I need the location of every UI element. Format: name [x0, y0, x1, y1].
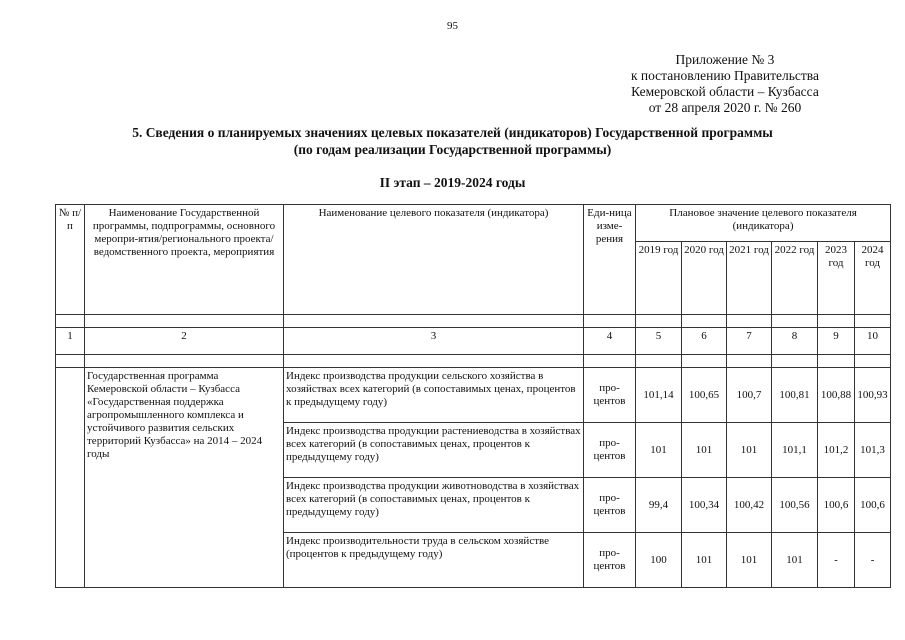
column-index: 8 — [772, 328, 818, 355]
column-index: 5 — [636, 328, 682, 355]
header-indicator: Наименование целевого показателя (индикатора) — [284, 205, 584, 315]
value-2019: 99,4 — [636, 478, 682, 533]
value-2021: 100,7 — [727, 368, 772, 423]
value-2022: 101 — [772, 533, 818, 588]
value-2020: 101 — [682, 423, 727, 478]
unit-cell: про-центов — [584, 478, 636, 533]
header-year-2019: 2019 год — [636, 242, 682, 315]
appendix-header — [631, 52, 819, 116]
value-2023: 100,6 — [818, 478, 855, 533]
column-index: 4 — [584, 328, 636, 355]
section-title-line-1: . Сведения о планируемых значениях целевых показателей (индикаторов) Государственной программы — [138, 125, 773, 140]
indicator-name: Индекс производства продукции сельского хозяйства в хозяйствах всех категорий (в сопоставимых ценах, процентов к предыдущему году) — [284, 368, 584, 423]
header-program: Наименование Государственной программы, подпрограммы, основного меропри-ятия/регионального проекта/ведомственного проекта, мероприятия — [85, 205, 284, 315]
header-year-2024: 2024 год — [855, 242, 891, 315]
table-row — [56, 368, 891, 423]
program-name-cell: Государственная программа Кемеровской области – Кузбасса «Государственная поддержка агропромышленного комплекса и устойчивого развития сельских территорий Кузбасса» на 2014 – 2024 годы — [85, 368, 284, 588]
value-2021: 101 — [727, 533, 772, 588]
header-row — [56, 205, 891, 242]
column-index: 3 — [284, 328, 584, 355]
value-2019: 101 — [636, 423, 682, 478]
indicator-name: Индекс производства продукции животноводства в хозяйствах всех категорий (в сопоставимых ценах, процентов к предыдущему году) — [284, 478, 584, 533]
value-2021: 101 — [727, 423, 772, 478]
section-title-line-2: (по годам реализации Государственной программы) — [293, 142, 612, 157]
section-number: 5 — [132, 125, 139, 140]
unit-cell: про-центов — [584, 533, 636, 588]
value-2023: 100,88 — [818, 368, 855, 423]
page-number: 95 — [447, 20, 458, 32]
header-year-2022: 2022 год — [772, 242, 818, 315]
header-num: № п/п — [56, 205, 85, 315]
value-2020: 100,34 — [682, 478, 727, 533]
unit-cell: про-центов — [584, 368, 636, 423]
indicator-name: Индекс производительности труда в сельском хозяйстве (процентов к предыдущему году) — [284, 533, 584, 588]
header-year-2021: 2021 год — [727, 242, 772, 315]
value-2024: - — [855, 533, 891, 588]
section-title — [0, 124, 905, 158]
value-2022: 101,1 — [772, 423, 818, 478]
value-2022: 100,56 — [772, 478, 818, 533]
row-number-cell — [56, 368, 85, 588]
appendix-line-3: Кемеровской области – Кузбасса — [631, 84, 819, 99]
column-index: 10 — [855, 328, 891, 355]
indicator-name: Индекс производства продукции растениеводства в хозяйствах всех категорий (в сопоставимых ценах, процентов к предыдущему году) — [284, 423, 584, 478]
value-2023: - — [818, 533, 855, 588]
appendix-line-2: к постановлению Правительства — [630, 68, 819, 83]
column-index: 1 — [56, 328, 85, 355]
column-index: 9 — [818, 328, 855, 355]
index-gap — [56, 355, 891, 368]
appendix-line-4: от 28 апреля 2020 г. № 260 — [648, 100, 802, 115]
stage-heading: II этап – 2019-2024 годы — [379, 175, 526, 190]
appendix-line-1: Приложение № 3 — [675, 52, 775, 67]
value-2021: 100,42 — [727, 478, 772, 533]
value-2024: 100,93 — [855, 368, 891, 423]
column-index: 7 — [727, 328, 772, 355]
header-year-2023: 2023 год — [818, 242, 855, 315]
value-2023: 101,2 — [818, 423, 855, 478]
header-planned: Плановое значение целевого показателя (индикатора) — [636, 205, 891, 242]
value-2024: 100,6 — [855, 478, 891, 533]
header-gap — [56, 315, 891, 328]
indicators-table — [55, 204, 891, 588]
column-index-row — [56, 328, 891, 355]
value-2022: 100,81 — [772, 368, 818, 423]
value-2020: 100,65 — [682, 368, 727, 423]
unit-cell: про-центов — [584, 423, 636, 478]
value-2024: 101,3 — [855, 423, 891, 478]
header-year-2020: 2020 год — [682, 242, 727, 315]
value-2020: 101 — [682, 533, 727, 588]
value-2019: 101,14 — [636, 368, 682, 423]
value-2019: 100 — [636, 533, 682, 588]
column-index: 6 — [682, 328, 727, 355]
header-unit: Еди-ница изме-рения — [584, 205, 636, 315]
column-index: 2 — [85, 328, 284, 355]
